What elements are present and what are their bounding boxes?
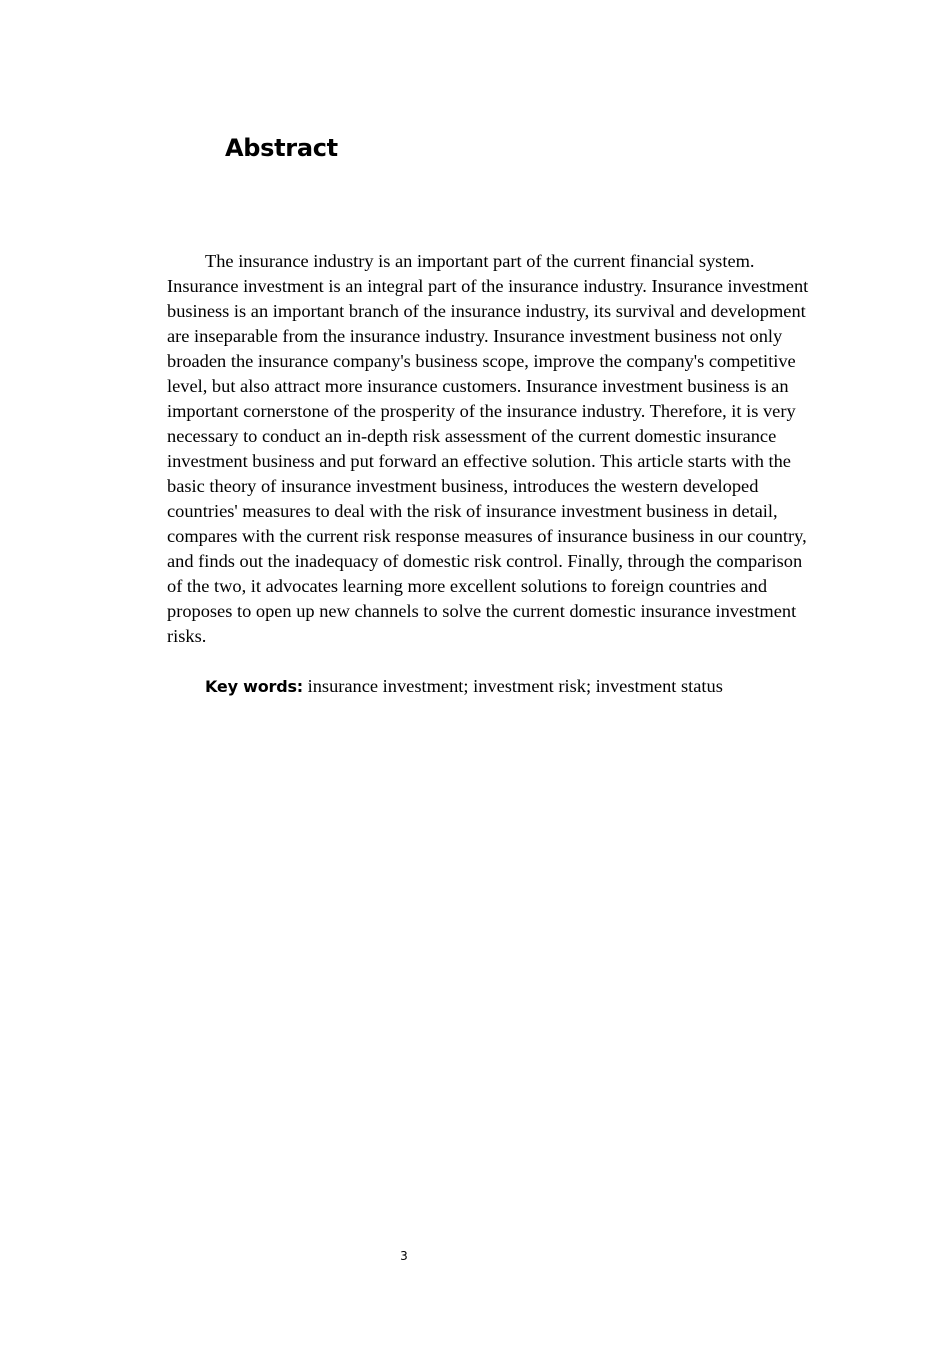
- page-number: 3: [400, 1249, 408, 1263]
- keywords-label: Key words:: [205, 677, 304, 696]
- keywords-line: [167, 674, 809, 699]
- keywords-text: insurance investment; investment risk; investment status: [303, 676, 723, 696]
- abstract-heading: Abstract: [225, 134, 338, 162]
- abstract-paragraph: The insurance industry is an important part of the current financial system. Insurance investment is an integral part of the insurance industry. Insurance investment business is an important branch of the insurance industry, its survival and development are inseparable from the insurance industry. Insurance investment business not only broaden the insurance company's business scope, improve the company's competitive level, but also attract more insurance customers. Insurance investment business is an important cornerstone of the prosperity of the insurance industry. Therefore, it is very necessary to conduct an in-depth risk assessment of the current domestic insurance investment business and put forward an effective solution. This article starts with the basic theory of insurance investment business, introduces the western developed countries' measures to deal with the risk of insurance investment business in detail, compares with the current risk response measures of insurance business in our country, and finds out the inadequacy of domestic risk control. Finally, through the comparison of the two, it advocates learning more excellent solutions to foreign countries and proposes to open up new channels to solve the current domestic insurance investment risks.: [167, 251, 809, 646]
